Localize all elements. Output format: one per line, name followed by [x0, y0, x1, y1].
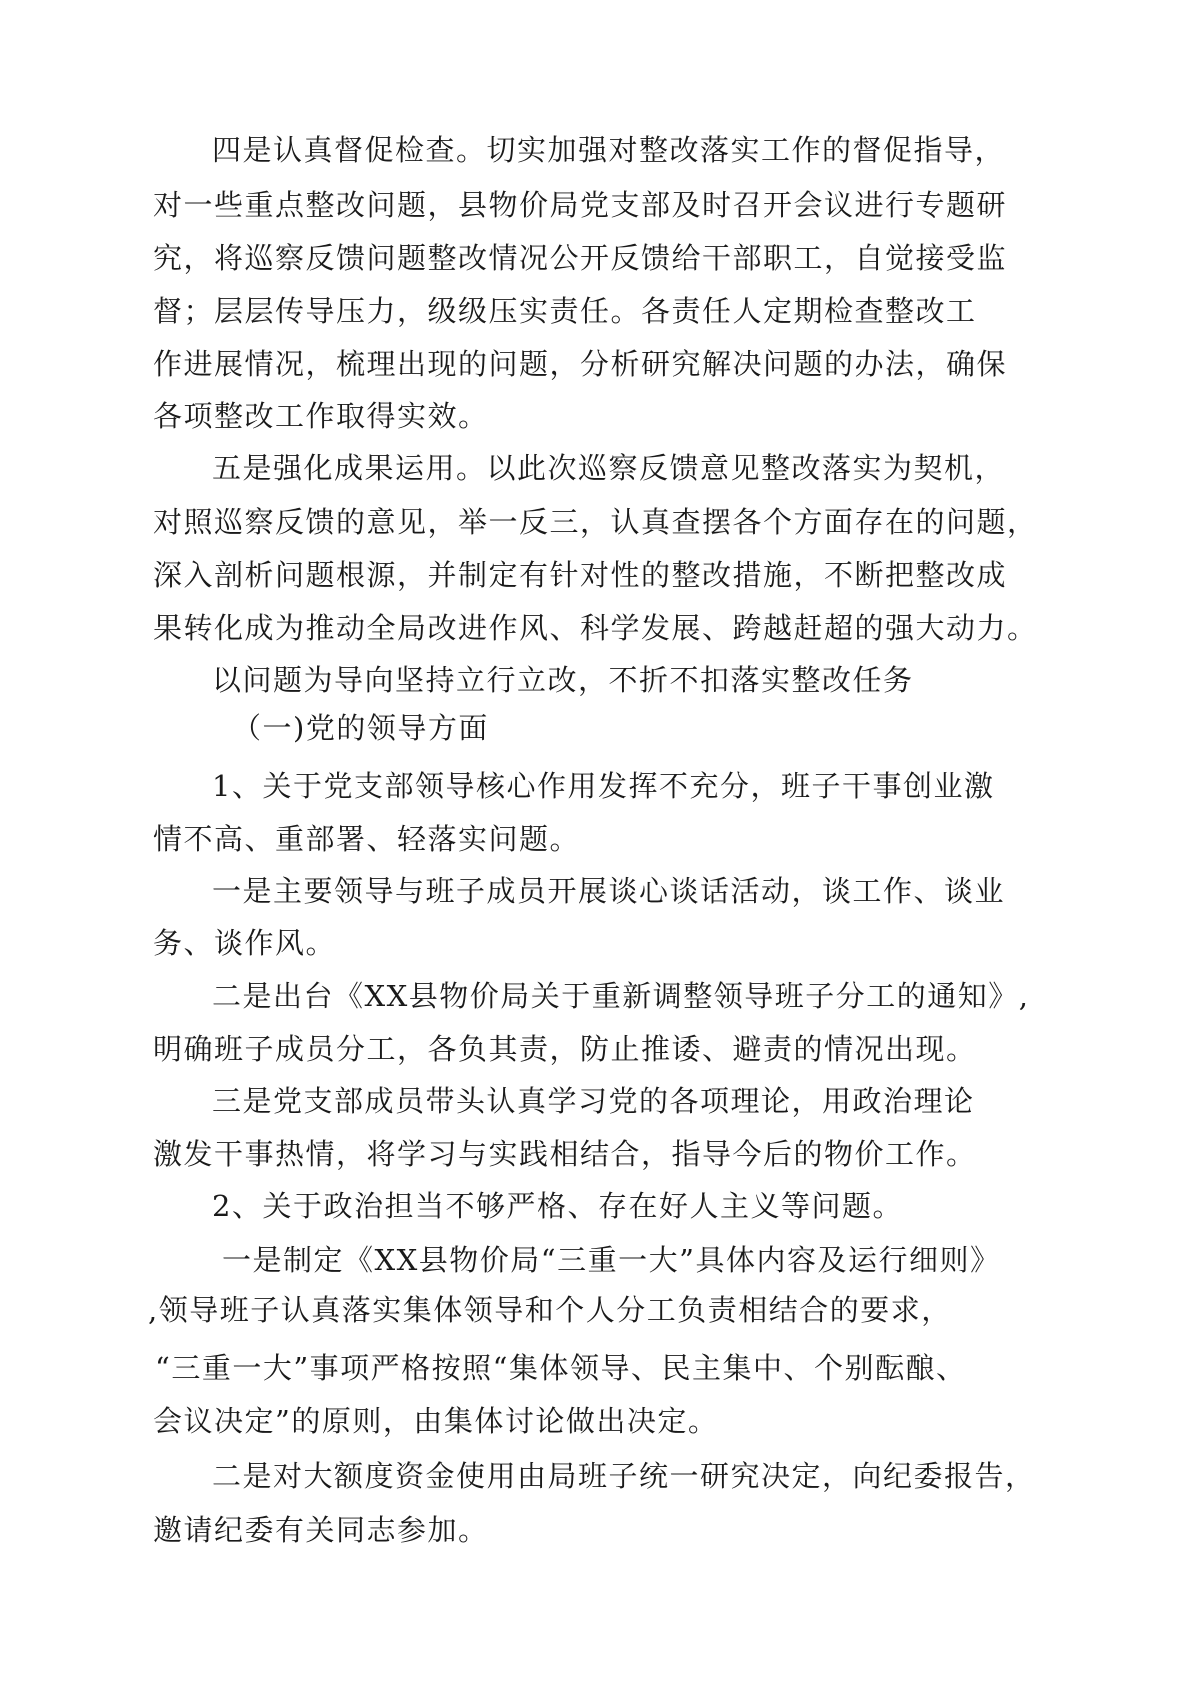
paragraph-4-line-2: 对一些重点整改问题，县物价局党支部及时召开会议进行专题研 [153, 188, 1008, 222]
item-1-measure-1-line-1: 一是主要领导与班子成员开展谈心谈话活动，谈工作、谈业 [212, 874, 1006, 908]
item-1-line-1: 1、关于党支部领导核心作用发挥不充分，班子干事创业激 [212, 769, 995, 803]
item-1-measure-2-line-2: 明确班子成员分工，各负其责，防止推诿、避责的情况出现。 [153, 1032, 977, 1066]
paragraph-4-line-3: 究，将巡察反馈问题整改情况公开反馈给干部职工，自觉接受监 [153, 241, 1008, 275]
paragraph-4-line-1: 四是认真督促检查。切实加强对整改落实工作的督促指导， [212, 133, 1006, 167]
item-1-measure-3-line-2: 激发干事热情，将学习与实践相结合，指导今后的物价工作。 [153, 1137, 977, 1171]
item-2-measure-2-line-1: 二是对大额度资金使用由局班子统一研究决定，向纪委报告， [212, 1459, 1036, 1493]
item-1-measure-2-line-1: 二是出台《XX县物价局关于重新调整领导班子分工的通知》, [212, 979, 1030, 1013]
paragraph-5-line-2: 对照巡察反馈的意见，举一反三，认真查摆各个方面存在的问题， [153, 505, 1038, 539]
paragraph-4-line-6: 各项整改工作取得实效。 [153, 399, 489, 433]
item-1-measure-1-line-2: 务、谈作风。 [153, 926, 337, 960]
item-2-measure-2-line-2: 邀请纪委有关同志参加。 [153, 1513, 489, 1547]
item-2-measure-1-line-3: “三重一大”事项严格按照“集体领导、民主集中、个别酝酿、 [155, 1351, 967, 1385]
paragraph-5-line-1: 五是强化成果运用。以此次巡察反馈意见整改落实为契机， [212, 451, 1006, 485]
item-1-measure-3-line-1: 三是党支部成员带头认真学习党的各项理论，用政治理论 [212, 1084, 975, 1118]
item-2-measure-1-line-1: 一是制定《XX县物价局“三重一大”具体内容及运行细则》 [222, 1243, 1001, 1277]
paragraph-5-line-4: 果转化成为推动全局改进作风、科学发展、跨越赶超的强大动力。 [153, 611, 1038, 645]
paragraph-4-line-5: 作进展情况，梳理出现的问题，分析研究解决问题的办法，确保 [153, 347, 1008, 381]
item-2-line-1: 2、关于政治担当不够严格、存在好人主义等问题。 [212, 1189, 903, 1223]
item-1-line-2: 情不高、重部署、轻落实问题。 [153, 822, 581, 856]
paragraph-5-line-3: 深入剖析问题根源，并制定有针对性的整改措施，不断把整改成 [153, 558, 1008, 592]
paragraph-4-line-4: 督；层层传导压力，级级压实责任。各责任人定期检查整改工 [153, 294, 977, 328]
section-heading: 以问题为导向坚持立行立改，不折不扣落实整改任务 [212, 663, 914, 697]
subsection-heading: （一)党的领导方面 [232, 711, 489, 745]
item-2-measure-1-line-2: ,领导班子认真落实集体领导和个人分工负责相结合的要求， [148, 1293, 952, 1327]
item-2-measure-1-line-4: 会议决定”的原则，由集体讨论做出决定。 [153, 1404, 719, 1438]
